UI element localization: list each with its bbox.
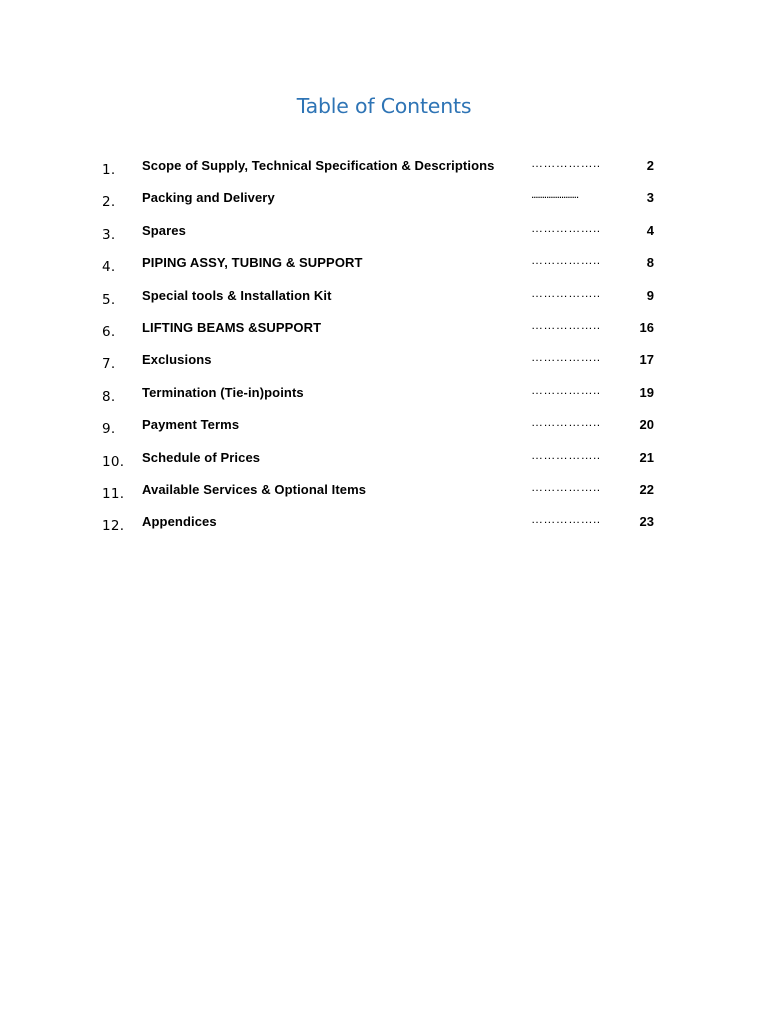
toc-entry-leader: ……………..	[531, 253, 601, 268]
toc-entry-number: 10.	[102, 453, 125, 470]
toc-entry-title: Exclusions	[142, 352, 212, 368]
toc-entry-title: Special tools & Installation Kit	[142, 287, 332, 303]
toc-entry	[0, 411, 768, 443]
toc-entry-leader: ……………..	[531, 220, 601, 235]
toc-entry-number: 12.	[102, 518, 125, 535]
toc-entry-page: 17	[639, 352, 654, 368]
toc-entry	[0, 346, 768, 378]
toc-entry	[0, 282, 768, 314]
toc-entry-page: 16	[639, 319, 654, 335]
toc-entry-page: 3	[646, 190, 654, 206]
toc-entry	[0, 508, 768, 540]
toc-entry-leader: ......................	[531, 187, 578, 202]
toc-entry-number: 8.	[102, 388, 116, 405]
toc-list	[0, 152, 768, 541]
toc-entry-page: 23	[639, 514, 654, 530]
toc-entry-title: Payment Terms	[142, 417, 240, 433]
toc-entry-title: Spares	[142, 222, 186, 238]
toc-entry-number: 11.	[102, 485, 125, 502]
toc-entry	[0, 249, 768, 281]
toc-entry-page: 21	[639, 449, 654, 465]
toc-entry	[0, 379, 768, 411]
toc-entry-title: Available Services & Optional Items	[142, 481, 367, 497]
toc-entry	[0, 184, 768, 216]
toc-entry-title: LIFTING BEAMS &SUPPORT	[142, 319, 322, 335]
toc-entry-title: Scope of Supply, Technical Specification & Descriptions	[142, 158, 495, 173]
toc-entry-leader: ……………..	[531, 382, 601, 397]
toc-entry-leader: ……………..	[531, 512, 601, 527]
toc-entry-number: 4.	[102, 259, 116, 276]
toc-entry-title: Appendices	[142, 514, 217, 530]
toc-entry-number: 3.	[102, 226, 116, 243]
toc-entry-number: 6.	[102, 323, 116, 340]
toc-entry	[0, 476, 768, 508]
toc-entry-leader: ……………..	[531, 156, 601, 170]
toc-entry-number: 7.	[102, 356, 116, 373]
toc-entry-title: Schedule of Prices	[142, 449, 261, 465]
toc-entry-page: 20	[639, 417, 654, 433]
toc-entry-page: 19	[639, 384, 654, 400]
toc-entry-page: 22	[639, 481, 654, 497]
toc-entry-number: 2.	[102, 194, 116, 211]
toc-entry-leader: ……………..	[531, 479, 601, 494]
toc-entry-title: PIPING ASSY, TUBING & SUPPORT	[142, 255, 363, 271]
toc-entry-number: 5.	[102, 291, 116, 308]
toc-entry	[0, 152, 768, 184]
toc-entry-leader: ……………..	[531, 415, 601, 430]
toc-entry-title: Termination (Tie-in)points	[142, 384, 304, 400]
toc-entry-page: 4	[646, 222, 654, 238]
toc-entry	[0, 217, 768, 249]
toc-entry-leader: ……………..	[531, 447, 601, 462]
toc-entry-leader: ……………..	[531, 350, 601, 365]
toc-entry-title: Packing and Delivery	[142, 190, 275, 206]
toc-entry-number: 9.	[102, 421, 116, 438]
toc-entry-page: 8	[646, 255, 654, 271]
toc-entry-number: 1.	[102, 162, 116, 178]
toc-entry-page: 9	[646, 287, 654, 303]
toc-entry-leader: ……………..	[531, 317, 601, 332]
toc-entry-leader: ……………..	[531, 285, 601, 300]
toc-entry	[0, 314, 768, 346]
toc-entry-page: 2	[646, 158, 654, 173]
page-title: Table of Contents	[296, 94, 472, 118]
toc-entry	[0, 444, 768, 476]
